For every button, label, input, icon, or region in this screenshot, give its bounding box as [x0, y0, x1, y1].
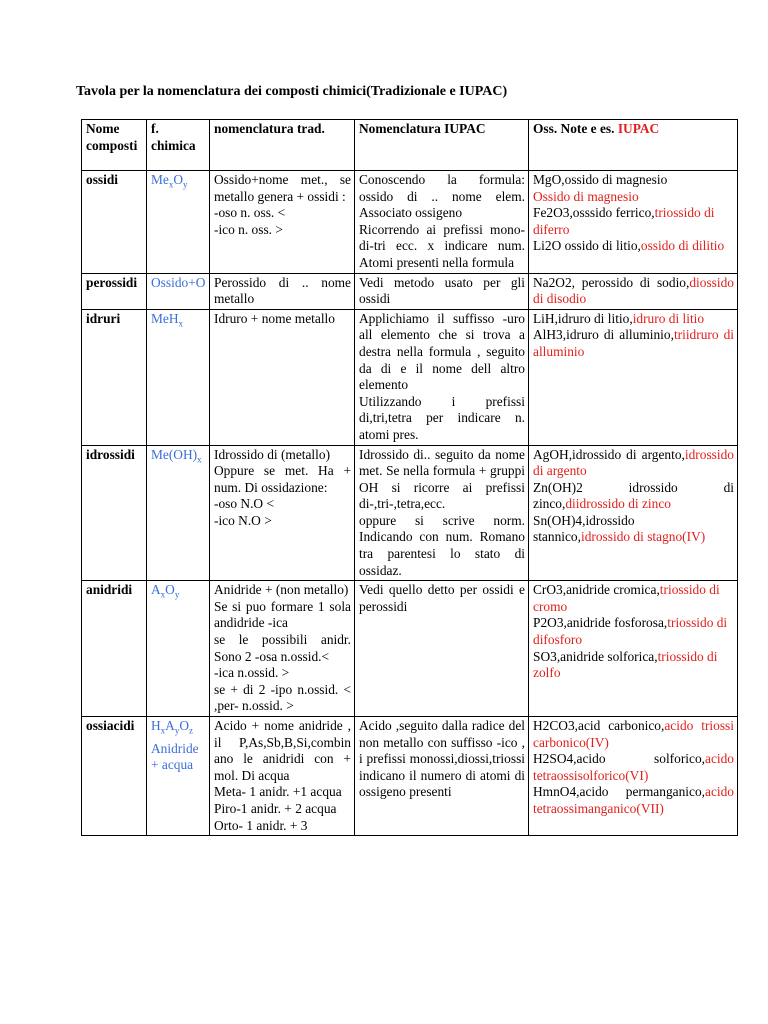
iupac-nomenclature: Acido ,seguito dalla radice del non metallo con suffisso -ico , i prefissi monossi,diossi,triossi indicano il numero di atomi di ossigeno presenti: [355, 717, 529, 836]
traditional-nomenclature: Perossido di .. nome metallo: [210, 273, 355, 309]
chemical-formula: MeH$_x$: [147, 309, 210, 445]
compound-name: ossidi: [82, 171, 147, 274]
table-row: [82, 717, 738, 836]
traditional-nomenclature: Idrossido di (metallo) Oppure se met. Ha + num. Di ossidazione: -oso N.O < -ico N.O >: [210, 445, 355, 581]
nomenclature-table: [81, 119, 738, 836]
header-formula: f. chimica: [147, 120, 210, 171]
notes-examples: AgOH,idrossido di argento,idrossido di argento Zn(OH)2 idrossido di zinco,diidrossido di zinco Sn(OH)4,idrossido stannico,idrossido di stagno(IV): [529, 445, 738, 581]
iupac-nomenclature: Vedi metodo usato per gli ossidi: [355, 273, 529, 309]
header-nome-composti: Nome composti: [82, 120, 147, 171]
compound-name: perossidi: [82, 273, 147, 309]
compound-name: anidridi: [82, 581, 147, 717]
chemical-formula: $A_xO_y$: [147, 581, 210, 717]
header-nomenclatura-iupac: Nomenclatura IUPAC: [355, 120, 529, 171]
table-row: [82, 171, 738, 274]
header-nomenclatura-trad: nomenclatura trad.: [210, 120, 355, 171]
traditional-nomenclature: Idruro + nome metallo: [210, 309, 355, 445]
notes-examples: CrO3,anidride cromica,triossido di cromo P2O3,anidride fosforosa,triossido di difosforo SO3,anidride solforica,triossido di zolfo: [529, 581, 738, 717]
iupac-nomenclature: Conoscendo la formula: ossido di .. nome elem. Associato ossigeno Ricorrendo ai prefissi mono- di-tri ecc. x indicare num. Atomi presenti nella formula: [355, 171, 529, 274]
notes-examples: H2CO3,acid carbonico,acido triossi carbonico(IV) H2SO4,acido solforico,acido tetraossisolforico(VI) HmnO4,acido permanganico,acido tetraossimanganico(VII): [529, 717, 738, 836]
notes-examples: LiH,idruro di litio,idruro di litio AlH3,idruro di alluminio,triidruro di alluminio: [529, 309, 738, 445]
header-iupac-label: IUPAC: [617, 121, 660, 136]
compound-name: ossiacidi: [82, 717, 147, 836]
table-row: [82, 445, 738, 581]
iupac-nomenclature: Vedi quello detto per ossidi e perossidi: [355, 581, 529, 717]
document-title: Tavola per la nomenclatura dei composti chimici(Tradizionale e IUPAC): [76, 84, 508, 99]
notes-examples: MgO,ossido di magnesio Ossido di magnesio Fe2O3,osssido ferrico,triossido di diferro Li2O ossido di litio,ossido di dilitio: [529, 171, 738, 274]
chemical-formula: $H_xA_yO_z$ Anidride + acqua: [147, 717, 210, 836]
iupac-nomenclature: Applichiamo il suffisso -uro all elemento che si trova a destra nella formula , seguito da di e il nome dell altro elemento Utilizzando i prefissi di,tri,tetra per indicare n. atomi pres.: [355, 309, 529, 445]
table-row: [82, 273, 738, 309]
header-oss-note: [529, 120, 738, 171]
chemical-formula: Ossido+O: [147, 273, 210, 309]
header-oss-note-label: Oss. Note e es.: [533, 121, 615, 136]
traditional-nomenclature: Acido + nome anidride , il P,As,Sb,B,Si,combin ano le anidridi con + mol. Di acqua Meta- 1 anidr. +1 acqua Piro-1 anidr. + 2 acqua Orto- 1 anidr. + 3: [210, 717, 355, 836]
chemical-formula: $Me_xO_y$: [147, 171, 210, 274]
traditional-nomenclature: Ossido+nome met., se metallo genera + ossidi : -oso n. oss. < -ico n. oss. >: [210, 171, 355, 274]
table-row: [82, 309, 738, 445]
formula-note: Anidride + acqua: [151, 740, 199, 773]
compound-name: idruri: [82, 309, 147, 445]
compound-name: idrossidi: [82, 445, 147, 581]
iupac-nomenclature: Idrossido di.. seguito da nome met. Se nella formula + gruppi OH si ricorre ai prefissi di-,tri-,tetra,ecc. oppure si scrive norm. Indicando con num. Romano tra parentesi lo stato di ossidaz.: [355, 445, 529, 581]
notes-examples: Na2O2, perossido di sodio,diossido di disodio: [529, 273, 738, 309]
table-row: [82, 581, 738, 717]
table-header-row: [82, 120, 738, 171]
traditional-nomenclature: Anidride + (non metallo) Se si puo formare 1 sola andidride -ica se le possibili anidr. Sono 2 -osa n.ossid.< -ica n.ossid. > se + di 2 -ipo n.ossid. < ,per- n.ossid. >: [210, 581, 355, 717]
chemical-formula: $Me(OH)_x$: [147, 445, 210, 581]
